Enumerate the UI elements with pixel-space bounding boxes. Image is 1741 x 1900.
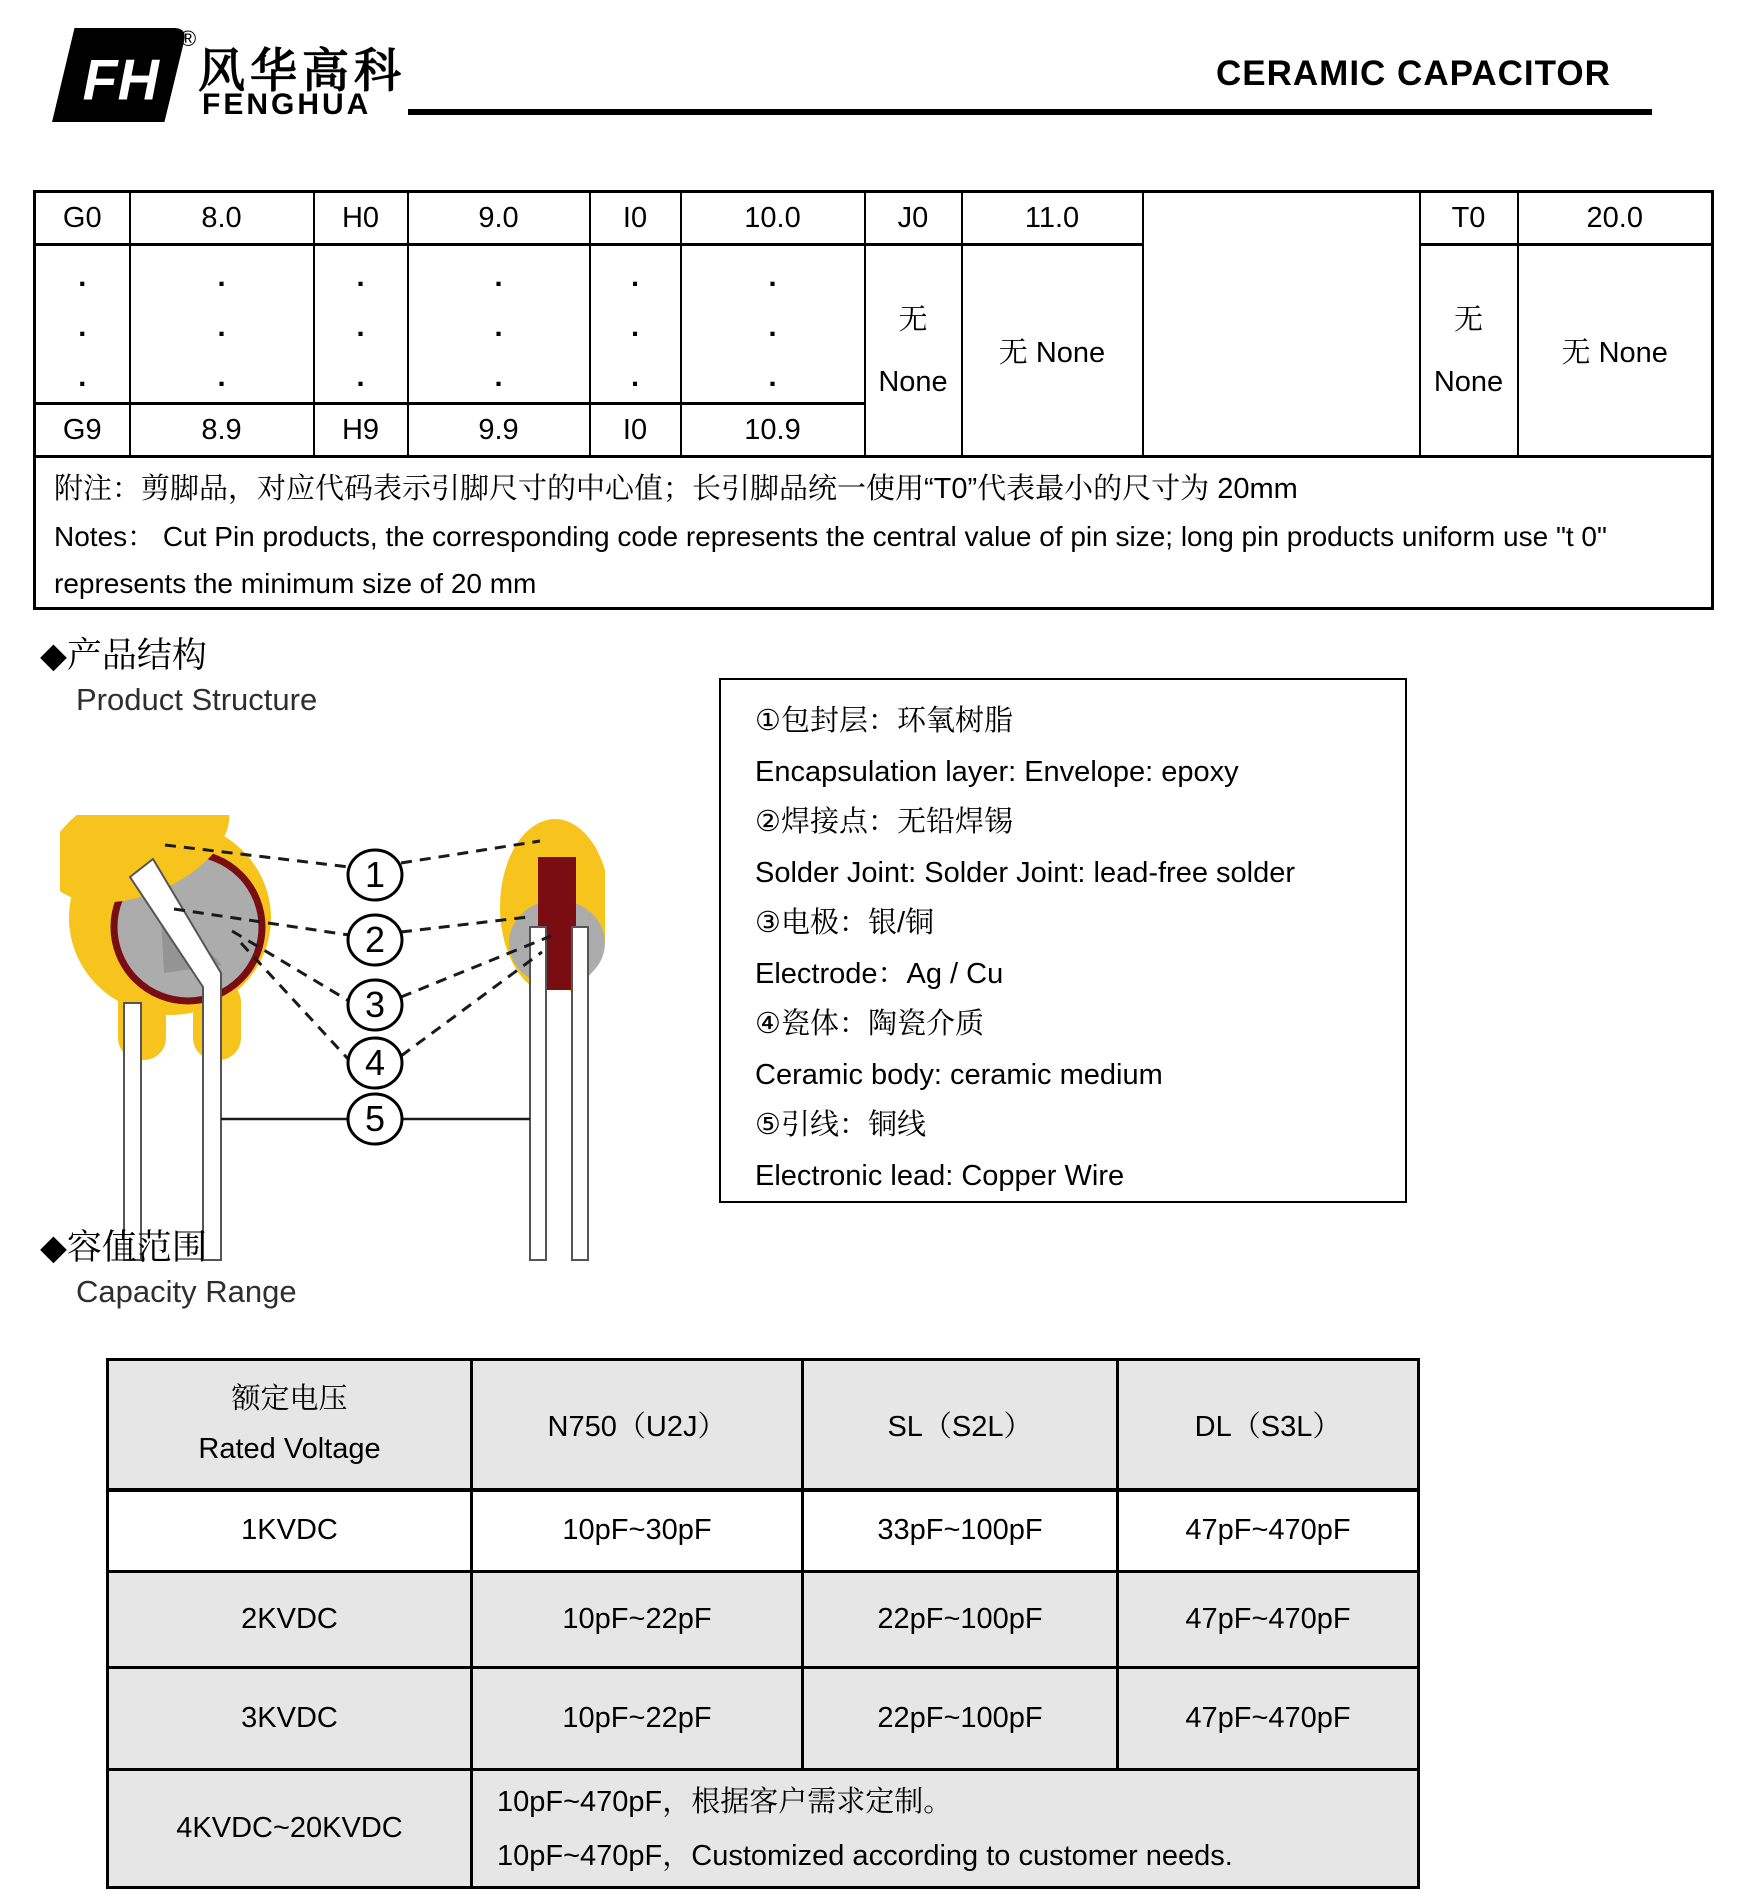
range-cell: 47pF~470pF bbox=[1118, 1668, 1419, 1770]
range-cell: 47pF~470pF bbox=[1118, 1490, 1419, 1572]
callout-line-4-left bbox=[241, 943, 349, 1060]
pin-code-cell: H9 bbox=[314, 404, 408, 457]
voltage-cell: 4KVDC~20KVDC bbox=[108, 1770, 472, 1888]
capacitor-structure-diagram bbox=[60, 815, 605, 1265]
callout-number-4: 4 bbox=[364, 1042, 386, 1083]
legend-line: Ceramic body: ceramic medium bbox=[755, 1058, 1163, 1091]
dot: . bbox=[217, 311, 226, 343]
none-cell-inline: 无 None bbox=[962, 245, 1143, 457]
dot: . bbox=[217, 361, 226, 393]
dot: . bbox=[494, 261, 503, 293]
rated-voltage-en: Rated Voltage bbox=[198, 1433, 381, 1466]
fenghua-logo bbox=[52, 28, 190, 122]
column-header-dl: DL（S3L） bbox=[1118, 1360, 1419, 1490]
callout-number-1: 1 bbox=[364, 854, 386, 895]
dot: . bbox=[356, 361, 365, 393]
brand-name-chinese: 风华高科 bbox=[198, 44, 406, 97]
legend-line: Solder Joint: Solder Joint: lead-free solder bbox=[755, 856, 1296, 889]
dots-cell bbox=[590, 245, 681, 404]
dot: . bbox=[630, 261, 640, 293]
pin-value-cell: 10.9 bbox=[681, 404, 865, 457]
pin-table-empty-cell bbox=[1143, 192, 1420, 457]
dots-cell bbox=[35, 245, 130, 404]
pin-value-cell: 8.9 bbox=[130, 404, 314, 457]
custom-range-cn: 10pF~470pF，根据客户需求定制。 bbox=[497, 1785, 953, 1818]
page-title: CERAMIC CAPACITOR bbox=[1216, 54, 1611, 93]
dot: . bbox=[78, 261, 87, 293]
note-english-line1: Notes： Cut Pin products, the corresponding code represents the central value of pin size; long pin products uniform use "t 0" bbox=[54, 521, 1607, 552]
pin-table-header-row bbox=[35, 192, 1713, 245]
header-rule bbox=[408, 109, 1652, 115]
note-english-line2: represents the minimum size of 20 mm bbox=[54, 568, 537, 599]
none-en: None bbox=[878, 365, 948, 398]
logo-fh-glyph: FH bbox=[82, 48, 159, 113]
capacity-row-3kvdc bbox=[108, 1668, 1419, 1770]
pin-value-cell: 9.9 bbox=[408, 404, 590, 457]
pin-code-cell: H0 bbox=[314, 192, 408, 245]
pin-value-cell: 10.0 bbox=[681, 192, 865, 245]
brand-name-english: FENGHUA bbox=[202, 88, 372, 121]
pin-size-table bbox=[33, 190, 1714, 610]
voltage-cell: 3KVDC bbox=[108, 1668, 472, 1770]
range-cell: 10pF~22pF bbox=[472, 1572, 803, 1668]
dots-cell bbox=[408, 245, 590, 404]
dot: . bbox=[78, 361, 87, 393]
pin-value-cell: 8.0 bbox=[130, 192, 314, 245]
range-cell: 22pF~100pF bbox=[803, 1572, 1118, 1668]
legend-line: Electronic lead: Copper Wire bbox=[755, 1159, 1125, 1192]
none-cell-stacked bbox=[1420, 245, 1518, 457]
pin-table-dots-row bbox=[35, 245, 1713, 404]
range-cell: 22pF~100pF bbox=[803, 1668, 1118, 1770]
product-structure-heading-cn: ◆产品结构 bbox=[40, 636, 207, 675]
capacity-row-2kvdc bbox=[108, 1572, 1419, 1668]
capacity-range-table bbox=[106, 1358, 1420, 1889]
dots-cell bbox=[681, 245, 865, 404]
legend-line: Electrode：Ag / Cu bbox=[755, 957, 1004, 990]
dot: . bbox=[768, 261, 777, 293]
capacity-row-custom bbox=[108, 1770, 1419, 1888]
column-header-n750: N750（U2J） bbox=[472, 1360, 803, 1490]
pin-value-cell: 11.0 bbox=[962, 192, 1143, 245]
pin-value-cell: 9.0 bbox=[408, 192, 590, 245]
lead-wire bbox=[572, 927, 588, 1260]
none-en: None bbox=[1433, 365, 1504, 398]
none-cell-stacked bbox=[865, 245, 962, 457]
capacity-range-heading-en: Capacity Range bbox=[76, 1274, 297, 1309]
legend-line: Encapsulation layer: Envelope: epoxy bbox=[755, 755, 1239, 788]
callout-number-2: 2 bbox=[364, 919, 386, 960]
pin-code-cell: I0 bbox=[590, 192, 681, 245]
dot: . bbox=[630, 361, 640, 393]
dots-cell bbox=[130, 245, 314, 404]
dot: . bbox=[78, 311, 87, 343]
product-structure-heading-en: Product Structure bbox=[76, 682, 318, 717]
custom-range-en: 10pF~470pF，Customized according to customer needs. bbox=[497, 1839, 1233, 1872]
capacity-row-1kvdc bbox=[108, 1490, 1419, 1572]
range-cell: 47pF~470pF bbox=[1118, 1572, 1419, 1668]
pin-code-cell: T0 bbox=[1420, 192, 1518, 245]
legend-line: ①包封层：环氧树脂 bbox=[755, 705, 1013, 737]
lead-wire bbox=[530, 927, 546, 1260]
dot: . bbox=[217, 261, 226, 293]
dot: . bbox=[768, 311, 777, 343]
dot: . bbox=[768, 361, 777, 393]
capacity-range-heading-cn: ◆容值范围 bbox=[40, 1228, 207, 1267]
pin-code-cell: J0 bbox=[865, 192, 962, 245]
custom-range-cell bbox=[472, 1770, 1419, 1888]
rated-voltage-header bbox=[108, 1360, 472, 1490]
callout-number-5: 5 bbox=[364, 1098, 386, 1139]
none-cn: 无 bbox=[1453, 303, 1483, 336]
callout-badges bbox=[348, 850, 402, 1144]
dot: . bbox=[494, 361, 503, 393]
dot: . bbox=[494, 311, 503, 343]
range-cell: 10pF~30pF bbox=[472, 1490, 803, 1572]
capacity-header-row bbox=[108, 1360, 1419, 1490]
dot: . bbox=[630, 311, 640, 343]
pin-code-cell: G0 bbox=[35, 192, 130, 245]
legend-line: ③电极：银/铜 bbox=[755, 907, 935, 939]
column-header-sl: SL（S2L） bbox=[803, 1360, 1118, 1490]
voltage-cell: 1KVDC bbox=[108, 1490, 472, 1572]
callout-number-3: 3 bbox=[364, 984, 386, 1025]
dot: . bbox=[356, 261, 365, 293]
legend-line: ④瓷体：陶瓷介质 bbox=[755, 1008, 984, 1040]
dot: . bbox=[356, 311, 365, 343]
none-cn: 无 bbox=[898, 303, 928, 336]
range-cell: 10pF~22pF bbox=[472, 1668, 803, 1770]
pin-code-cell: G9 bbox=[35, 404, 130, 457]
legend-line: ⑤引线：铜线 bbox=[755, 1109, 926, 1141]
registered-mark: ® bbox=[180, 26, 197, 51]
pin-value-cell: 20.0 bbox=[1518, 192, 1713, 245]
pin-code-cell: I0 bbox=[590, 404, 681, 457]
voltage-cell: 2KVDC bbox=[108, 1572, 472, 1668]
note-chinese: 附注：剪脚品，对应代码表示引脚尺寸的中心值；长引脚品统一使用“T0”代表最小的尺寸为 20mm bbox=[54, 473, 1298, 505]
pin-table-notes-row bbox=[35, 457, 1713, 609]
structure-legend-box bbox=[719, 678, 1407, 1203]
notes-cell bbox=[35, 457, 1713, 609]
none-cell-inline: 无 None bbox=[1518, 245, 1713, 457]
legend-line: ②焊接点：无铅焊锡 bbox=[755, 806, 1013, 838]
rated-voltage-cn: 额定电压 bbox=[231, 1383, 348, 1416]
range-cell: 33pF~100pF bbox=[803, 1490, 1118, 1572]
dots-cell bbox=[314, 245, 408, 404]
